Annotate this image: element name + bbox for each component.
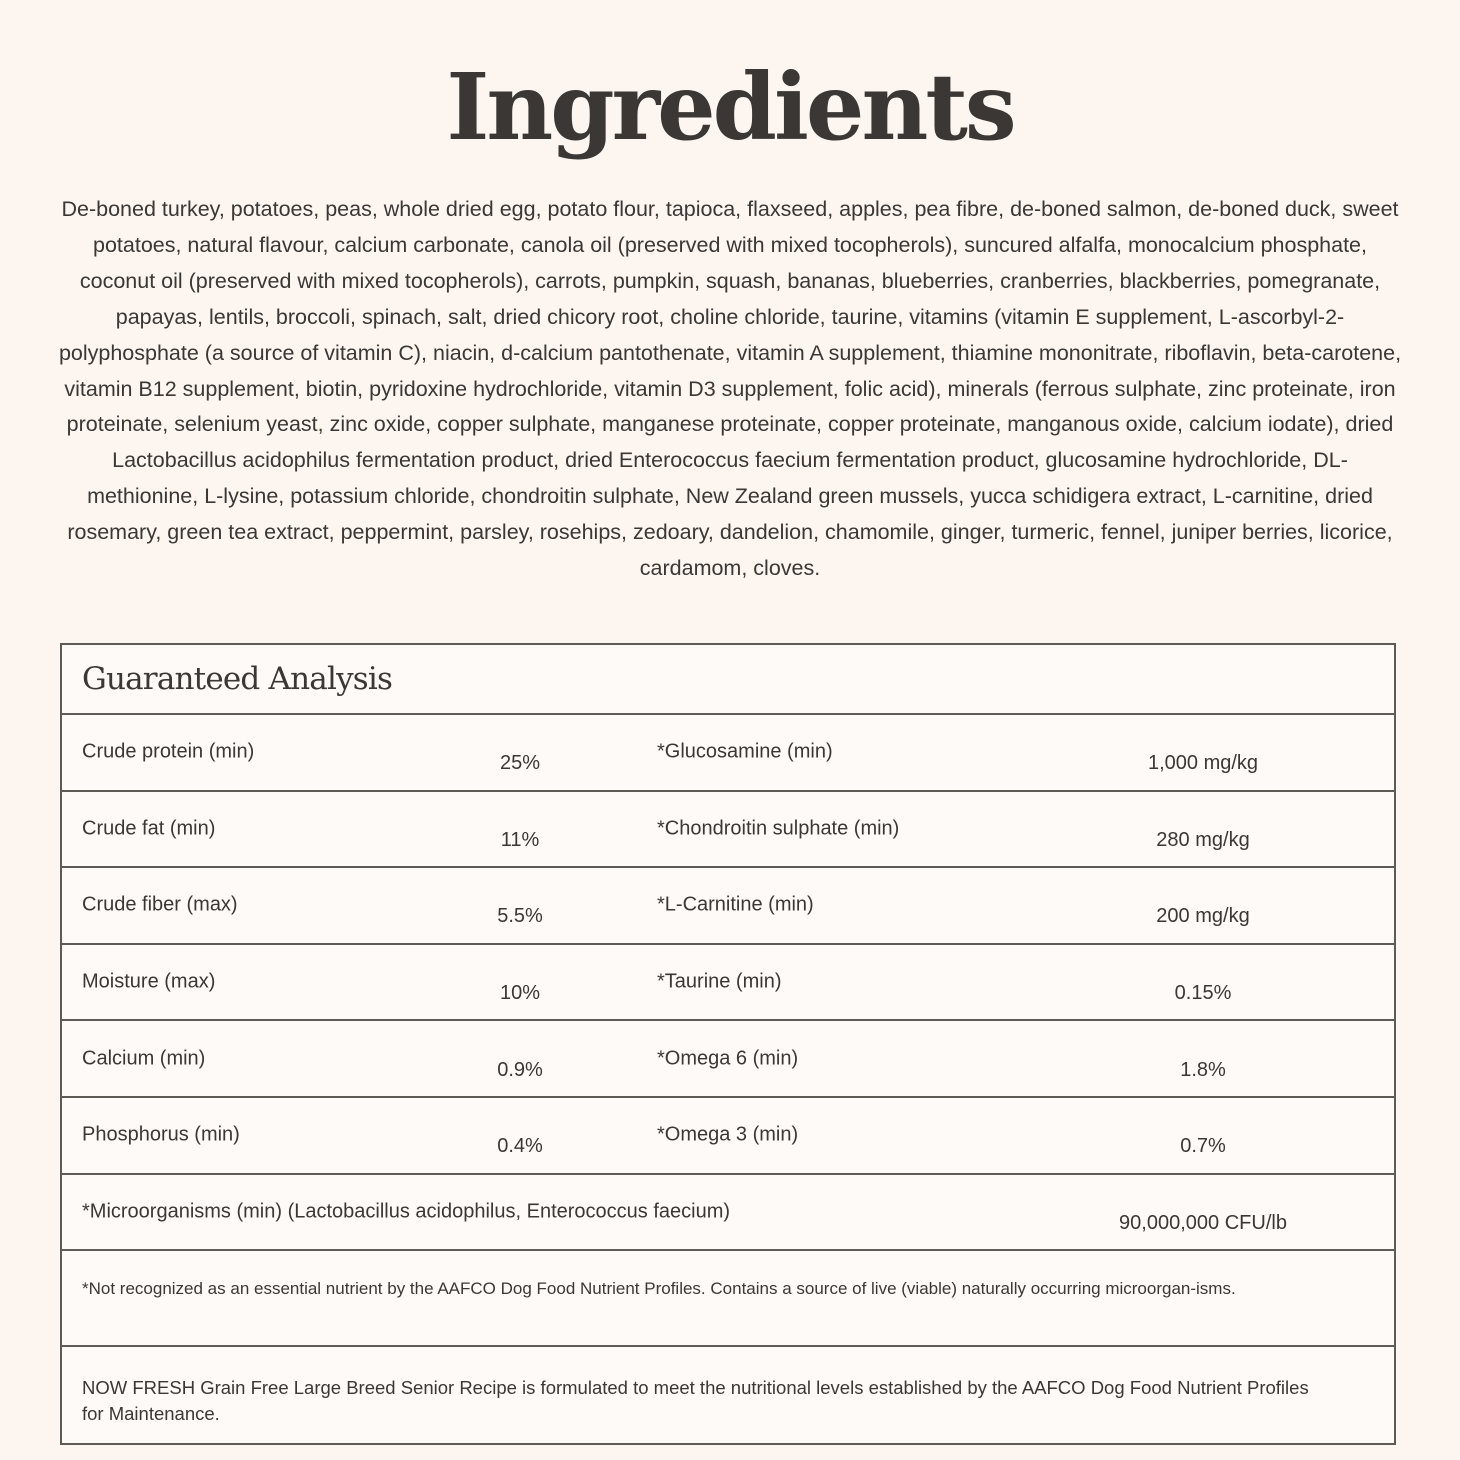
nutrient-label: *Microorganisms (min) (Lactobacillus acidophilus, Enterococcus faecium) [82, 1200, 731, 1223]
nutrient-label: Crude fat (min) [82, 817, 216, 840]
nutrient-label: *Glucosamine (min) [657, 740, 833, 763]
nutrient-label: *Chondroitin sulphate (min) [657, 817, 900, 840]
nutrient-label: Phosphorus (min) [82, 1123, 240, 1146]
nutrient-value: 200 mg/kg [1156, 905, 1250, 928]
nutrient-value: 0.15% [1174, 982, 1232, 1005]
nutrient-label: Crude fiber (max) [82, 893, 238, 916]
nutrient-label: *L-Carnitine (min) [657, 893, 814, 916]
nutrient-label: Crude protein (min) [82, 740, 255, 763]
nutrient-value: 5.5% [497, 905, 543, 928]
nutrient-value: 0.4% [497, 1135, 543, 1158]
aafco-statement: NOW FRESH Grain Free Large Breed Senior Recipe is formulated to meet the nutritional levels established by the AAFCO Dog Food Nutrient Profiles for Maintenance. [82, 1377, 1309, 1425]
nutrient-value: 25% [499, 752, 541, 775]
analysis-title: Guaranteed Analysis [82, 661, 393, 697]
guaranteed-analysis-table [60, 643, 1396, 1445]
table-row [62, 1021, 1394, 1098]
nutrient-label: Moisture (max) [82, 970, 216, 993]
nutrient-value: 10% [499, 982, 541, 1005]
nutrient-value: 1.8% [1180, 1058, 1226, 1081]
page-title: Ingredients [446, 53, 1014, 161]
analysis-header [62, 645, 1394, 715]
nutrient-value: 1,000 mg/kg [1147, 752, 1259, 775]
table-row [62, 715, 1394, 792]
table-row [62, 1098, 1394, 1175]
footnote: *Not recognized as an essential nutrient by the AAFCO Dog Food Nutrient Profiles. Contains a source of live (viable) naturally occurring microorgan-isms. [62, 1251, 1394, 1347]
nutrient-value: 90,000,000 CFU/lb [1119, 1211, 1287, 1234]
table-row [62, 792, 1394, 869]
nutrient-label: Calcium (min) [82, 1047, 206, 1070]
nutrient-label: *Omega 3 (min) [657, 1123, 799, 1146]
nutrient-value: 0.9% [497, 1058, 543, 1081]
ingredients-list: De-boned turkey, potatoes, peas, whole dried egg, potato flour, tapioca, flaxseed, apples, pea fibre, de-boned salmon, de-boned duck, sweet potatoes, natural flavour, calcium carbonate, canola oil (preserved with mixed tocopherols), suncured alfalfa, monocalcium phosphate, coconut oil (preserved with mixed tocopherols), carrots, pumpkin, squash, bananas, blueberries, cranberries, blackberries, pomegranate, papayas, lentils, broccoli, spinach, salt, dried chicory root, choline chloride, taurine, vitamins (vitamin E supplement, L-ascorbyl-2-polyphosphate (a source of vitamin C), niacin, d-calcium pantothenate, vitamin A supplement, thiamine mononitrate, riboflavin, beta-carotene, vitamin B12 supplement, biotin, pyridoxine hydrochloride, vitamin D3 supplement, folic acid), minerals (ferrous sulphate, zinc proteinate, iron proteinate, selenium yeast, zinc oxide, copper sulphate, manganese proteinate, copper proteinate, manganous oxide, calcium iodate), dried Lactobacillus acidophilus fermentation product, dried Enterococcus faecium fermentation product, glucosamine hydrochloride, DL-methionine, L-lysine, potassium chloride, chondroitin sulphate, New Zealand green mussels, yucca schidigera extract, L-carnitine, dried rosemary, green tea extract, peppermint, parsley, rosehips, zedoary, dandelion, chamomile, ginger, turmeric, fennel, juniper berries, licorice, cardamom, cloves. [58, 197, 1402, 581]
nutrient-value: 11% [500, 828, 540, 851]
table-row [62, 868, 1394, 945]
microorganisms-row [62, 1175, 1394, 1252]
table-row [62, 945, 1394, 1022]
nutrient-label: *Omega 6 (min) [657, 1047, 799, 1070]
nutrient-value: 280 mg/kg [1156, 828, 1250, 851]
nutrient-label: *Taurine (min) [657, 970, 782, 993]
nutrient-value: 0.7% [1180, 1135, 1226, 1158]
